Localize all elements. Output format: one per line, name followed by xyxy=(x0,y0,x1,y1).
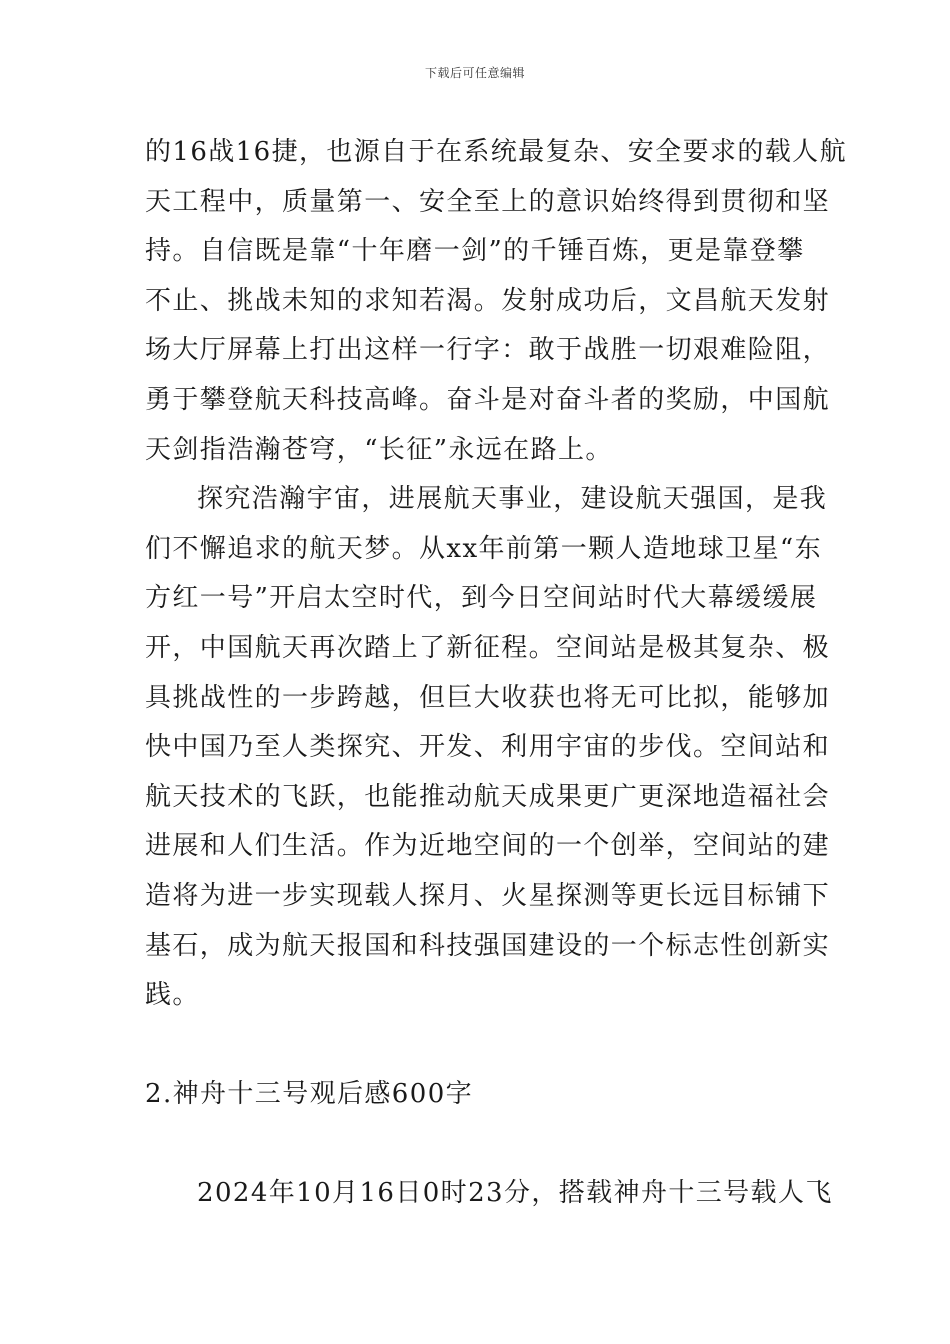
blank-line xyxy=(145,1120,810,1170)
text-line: 天工程中，质量第一、安全至上的意识始终得到贯彻和坚 xyxy=(145,186,831,217)
text-line: 快中国乃至人类探究、开发、利用宇宙的步伐。空间站和 xyxy=(145,732,831,763)
text-line: 持。自信既是靠“十年磨一剑”的千锤百炼，更是靠登攀 xyxy=(145,236,805,267)
text-line: 天剑指浩瀚苍穹，“长征”永远在路上。 xyxy=(145,434,613,465)
text-line: 勇于攀登航天科技高峰。奋斗是对奋斗者的奖励，中国航 xyxy=(145,384,831,415)
text-line: 航天技术的飞跃，也能推动航天成果更广更深地造福社会 xyxy=(145,781,831,812)
document-body xyxy=(145,128,847,1219)
text-line: 具挑战性的一步跨越，但巨大收获也将无可比拟，能够加 xyxy=(145,682,831,713)
section-heading: 2.神舟十三号观后感600字 xyxy=(145,1079,474,1110)
text-line: 场大厅屏幕上打出这样一行字：敢于战胜一切艰难险阻， xyxy=(145,335,831,366)
text-line: 的16战16捷，也源自于在系统最复杂、安全要求的载人航 xyxy=(145,137,847,167)
text-line: 方红一号”开启太空时代，到今日空间站时代大幕缓缓展 xyxy=(145,583,818,614)
page-header: 下载后可任意编辑 xyxy=(424,66,525,80)
text-line: 进展和人们生活。作为近地空间的一个创举，空间站的建 xyxy=(145,831,831,862)
text-line: 探究浩瀚宇宙，进展航天事业，建设航天强国，是我 xyxy=(197,484,828,515)
text-line: 不止、挑战未知的求知若渴。发射成功后，文昌航天发射 xyxy=(145,285,831,316)
text-line: 造将为进一步实现载人探月、火星探测等更长远目标铺下 xyxy=(145,880,831,911)
text-line: 2024年10月16日0时23分，搭载神舟十三号载人飞 xyxy=(197,1178,833,1209)
paragraph-3 xyxy=(145,1169,833,1219)
text-line: 基石，成为航天报国和科技强国建设的一个标志性创新实 xyxy=(145,930,831,961)
paragraph-1 xyxy=(145,128,847,475)
text-line: 们不懈追求的航天梦。从xx年前第一颗人造地球卫星“东 xyxy=(145,533,823,564)
text-line: 践。 xyxy=(145,980,200,1011)
text-line: 开，中国航天再次踏上了新征程。空间站是极其复杂、极 xyxy=(145,632,831,663)
blank-line xyxy=(145,1021,810,1071)
paragraph-2 xyxy=(145,475,831,1021)
